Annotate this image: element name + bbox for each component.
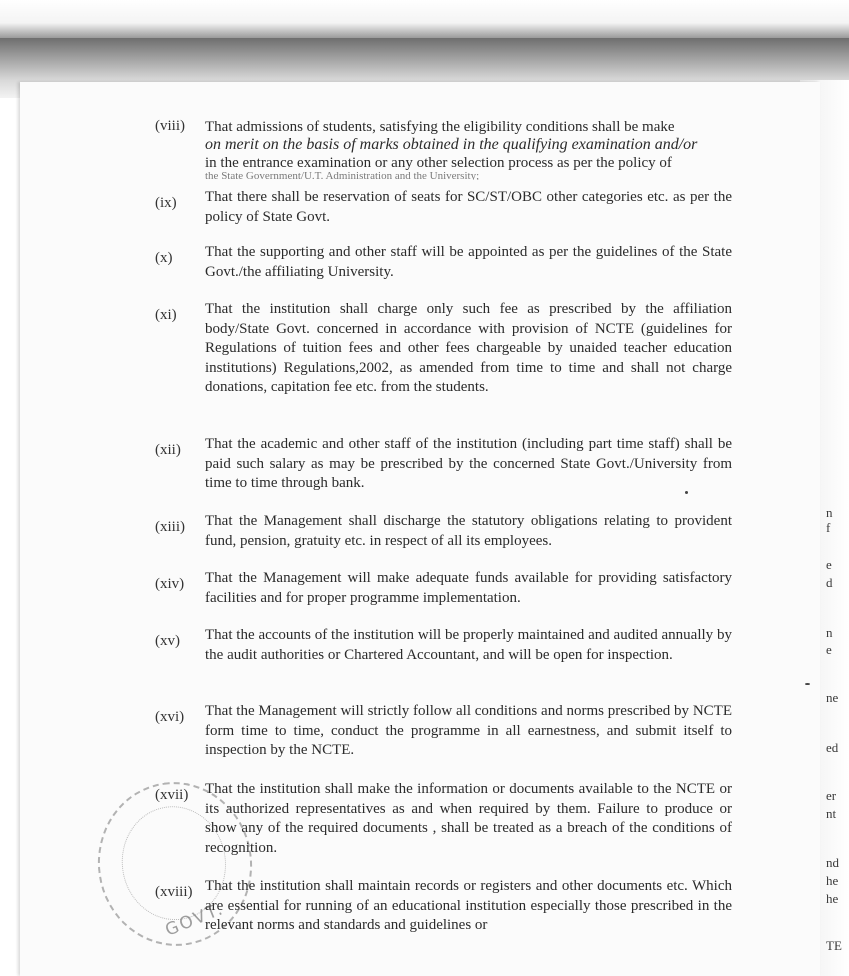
clause-text: That the accounts of the institution will be properly maintained and audited annually by the audit authorities or Chartered Accountant, and will be open for inspection. — [205, 627, 732, 663]
clause-text: That the institution shall make the information or documents available to the NCTE or its authorized representatives as and when required by them. Failure to produce or show any of the required documents , shall be treated as a breach of the conditions of recognition. — [205, 781, 732, 856]
clause-text: That the institution shall maintain records or registers and other documents etc. Which are essential for running of an educational institution especially those prescribed in the relevant norms and standards and guidelines or — [205, 878, 732, 933]
clause-line-italic: on merit on the basis of marks obtained in the qualifying examination and/or — [205, 136, 698, 153]
right-strip-char: ed — [826, 740, 839, 755]
clause-number: (xviii) — [155, 884, 193, 900]
clause-text: That the Management will strictly follow all conditions and norms prescribed by NCTE form time to time, conduct the programme in all earnestness, and submit itself to inspection by the NCTE. — [205, 703, 732, 758]
clause-number: (x) — [155, 250, 173, 266]
seal-text: GOVT. — [162, 898, 228, 941]
clause-line: in the entrance examination or any other selection process as per the policy of — [205, 155, 672, 171]
clause-line-faded: the State Government/U.T. Administration and the University; — [205, 172, 480, 180]
clause-text: That the Management shall discharge the statutory obligations relating to provident fund, pension, gratuity etc. in respect of all its employees. — [205, 513, 732, 549]
clause-text: That the institution shall charge only such fee as prescribed by the affiliation body/State Govt. concerned in accordance with provision of NCTE (guidelines for Regulations of tuition fees and other fees chargeable by unaided teacher education institutions) Regulations,2002, as amended from time to time and shall not charge donations, capitation fee etc. from the students. — [205, 301, 732, 395]
right-strip-char: he — [826, 891, 839, 906]
clause-text: That there shall be reservation of seats for SC/ST/OBC other categories etc. as per the policy of State Govt. — [205, 189, 732, 225]
scan-top-band — [0, 0, 849, 38]
clause-line: That admissions of students, satisfying the eligibility conditions shall be make — [205, 119, 675, 135]
right-strip-char: e — [826, 642, 832, 657]
clause-number: (xvii) — [155, 787, 189, 803]
right-strip-char: TE — [826, 938, 842, 953]
clause-number: (xiii) — [155, 519, 185, 535]
right-strip-char: n — [826, 625, 833, 640]
clause-text: That the Management will make adequate funds available for providing satisfactory facilities and for proper programme implementation. — [205, 570, 732, 606]
right-strip-char: he — [826, 873, 839, 888]
clause-number: (xii) — [155, 442, 181, 458]
right-strip-char: e — [826, 557, 832, 572]
right-strip-char: nt — [826, 806, 837, 821]
right-strip-char: ne — [826, 690, 839, 705]
clause-number: (xi) — [155, 307, 177, 323]
right-strip-char: n — [826, 505, 833, 520]
speck — [685, 491, 688, 494]
clause-text: That the academic and other staff of the institution (including part time staff) shall be paid such salary as may be prescribed by the concerned State Govt./University from time to time through bank. — [205, 436, 732, 491]
clause-number: (viii) — [155, 118, 185, 134]
clause-number: (ix) — [155, 195, 177, 211]
clause-text: That the supporting and other staff will be appointed as per the guidelines of the State Govt./the affiliating University. — [205, 244, 732, 280]
right-strip-char: nd — [826, 855, 839, 870]
clause-number: (xv) — [155, 633, 180, 649]
right-strip-char: f — [826, 520, 831, 535]
right-strip-char: d — [826, 575, 833, 590]
clause-number: (xiv) — [155, 576, 185, 592]
right-strip-char: er — [826, 788, 837, 803]
clause-number: (xvi) — [155, 709, 185, 725]
speck — [805, 683, 810, 685]
